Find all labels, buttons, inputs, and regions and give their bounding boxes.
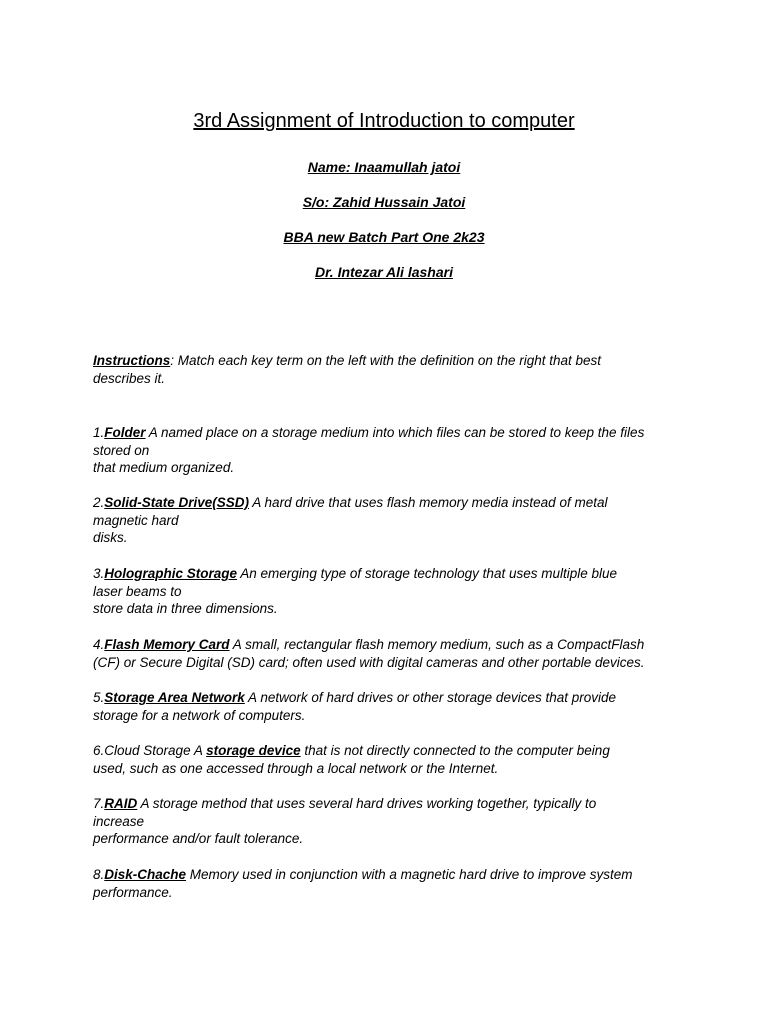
teacher-name: Dr. Intezar Ali lashari <box>315 264 453 280</box>
item-number: 5. <box>93 690 105 705</box>
instructions-text-2: describes it. <box>93 370 166 386</box>
item-definition: that medium organized. <box>93 460 235 475</box>
item-definition: performance. <box>93 884 173 900</box>
item-definition: A named place on a storage medium into which files can be stored to keep the files <box>145 425 645 440</box>
list-item-disk-cache <box>93 866 683 901</box>
item-number: 3. <box>93 566 105 581</box>
list-item-flash-card <box>93 636 683 671</box>
item-number: 1. <box>93 425 105 440</box>
item-term: Storage Area Network <box>104 690 245 705</box>
item-term: Cloud Storage <box>104 743 191 758</box>
instructions-text: : Match each key term on the left with the definition on the right that best <box>170 353 602 368</box>
item-number: 7. <box>93 796 105 811</box>
item-definition: A hard drive that uses flash memory media instead of metal <box>249 495 608 510</box>
item-term: Solid-State Drive(SSD) <box>104 495 250 510</box>
item-number: 2. <box>93 495 105 510</box>
item-definition: laser beams to <box>93 583 182 599</box>
list-item-san <box>93 689 683 724</box>
item-definition: An emerging type of storage technology that uses multiple blue <box>237 566 618 581</box>
list-item-folder <box>93 424 683 477</box>
list-item-holographic <box>93 565 683 618</box>
item-number: 8. <box>93 867 105 882</box>
item-term: RAID <box>104 796 138 811</box>
instructions-label: Instructions <box>93 353 171 368</box>
item-definition: stored on <box>93 442 150 458</box>
item-definition: A <box>190 743 207 758</box>
batch-info: BBA new Batch Part One 2k23 <box>283 229 485 245</box>
item-definition: A storage method that uses several hard drives working together, typically to <box>137 796 597 811</box>
item-definition: magnetic hard <box>93 512 179 528</box>
list-item-raid <box>93 795 683 848</box>
item-definition: store data in three dimensions. <box>93 601 278 616</box>
item-definition: disks. <box>93 530 128 545</box>
item-term: Folder <box>104 425 146 440</box>
item-definition: storage for a network of computers. <box>93 707 306 723</box>
item-definition: Memory used in conjunction with a magnetic hard drive to improve system <box>186 867 633 882</box>
item-definition: used, such as one accessed through a local network or the Internet. <box>93 760 499 776</box>
list-item-cloud-storage <box>93 742 683 777</box>
item-definition: performance and/or fault tolerance. <box>93 831 304 846</box>
page-title: 3rd Assignment of Introduction to computer <box>193 110 575 132</box>
item-definition: increase <box>93 813 145 829</box>
item-number: 6. <box>93 743 105 758</box>
item-term: Disk-Chache <box>104 867 187 882</box>
father-name: S/o: Zahid Hussain Jatoi <box>302 194 466 210</box>
item-term: Holographic Storage <box>104 566 238 581</box>
student-name: Name: Inaamullah jatoi <box>307 159 461 175</box>
list-item-ssd <box>93 494 683 547</box>
instructions <box>93 352 683 387</box>
item-definition: A network of hard drives or other storage devices that provide <box>244 690 617 705</box>
item-inline-term: storage device <box>206 743 301 758</box>
item-definition: (CF) or Secure Digital (SD) card; often used with digital cameras and other portable devices. <box>93 654 645 670</box>
item-definition: that is not directly connected to the computer being <box>300 743 610 758</box>
item-definition: A small, rectangular flash memory medium, such as a CompactFlash <box>229 637 645 652</box>
item-term: Flash Memory Card <box>104 637 230 652</box>
item-number: 4. <box>93 637 105 652</box>
